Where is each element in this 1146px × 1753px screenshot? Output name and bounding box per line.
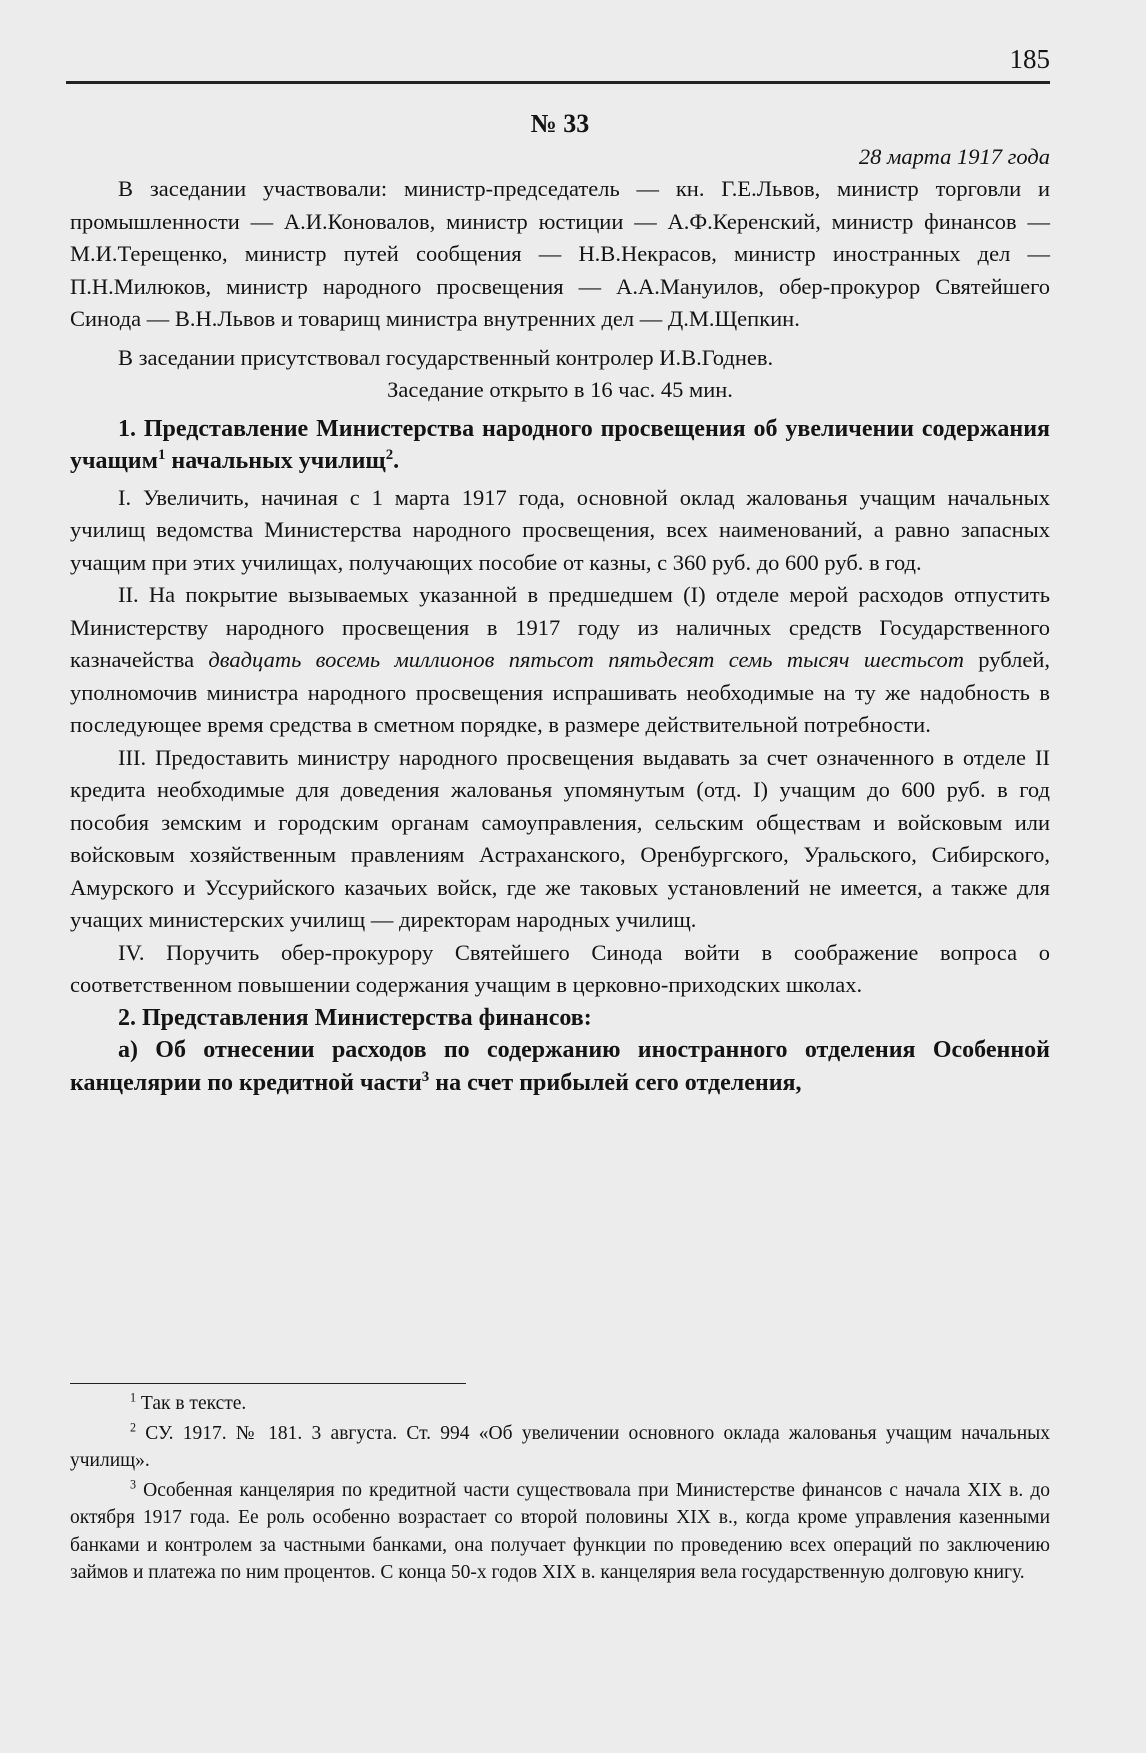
item1-section-II-text-b: рублей, уполномочив министра народного просвещения испрашивать необходимые на ту же надобность в последующее время средства в сметном порядке, в размере действительной потребности. [70, 647, 1050, 737]
controller-paragraph: В заседании присутствовал государственный контролер И.В.Годнев. [118, 344, 774, 370]
item1-heading-text-c: . [393, 448, 400, 474]
item1-section-IV: IV. Поручить обер-прокурору Святейшего Синода войти в соображение вопроса о соответственном повышении содержания учащим в церковно-приходских школах. [70, 939, 1050, 997]
item1-section-II [70, 579, 1050, 742]
item1-section-III: III. Предоставить министру народного просвещения выдавать за счет означенного в отделе II кредита необходимые для доведения жалованья упомянутым (отд. I) учащим до 600 руб. в год пособия земским и городским органам самоуправления, сельским обществам и войсковым или войсковым хозяйственным правлениям Астраханского, Оренбургского, Уральского, Сибирского, Амурского и Уссурийского казачьих войск, где же таковых установлений не имеется, а также для учащих министерских училищ — директорам народных училищ. [70, 744, 1050, 932]
footnote-ref-2: 2 [385, 447, 394, 463]
item2a-heading [70, 1034, 1050, 1099]
session-opened: Заседание открыто в 16 час. 45 мин. [387, 377, 733, 402]
footnote-2-text: СУ. 1917. № 181. 3 августа. Ст. 994 «Об увеличении основного оклада жалованья учащим начальных училищ». [70, 1422, 1050, 1471]
item2a-heading-text-b: на счет прибылей сего отделения, [429, 1069, 802, 1096]
item1-heading-text-a: 1. Представление Министерства народного просвещения об увеличении содержания учащим [70, 415, 1050, 474]
footnote-1 [70, 1390, 1050, 1418]
footnotes [70, 1390, 1050, 1589]
header-rule [66, 81, 1050, 84]
footnote-1-mark: 1 [130, 1390, 137, 1405]
attendees-paragraph: В заседании участвовали: министр-председатель — кн. Г.Е.Львов, министр торговли и промышленности — А.И.Коновалов, министр юстиции — А.Ф.Керенский, министр финансов — М.И.Терещенко, министр путей сообщения — Н.В.Некрасов, министр иностранных дел — П.Н.Милюков, министр народного просвещения — А.А.Мануилов, обер-прокурор Святейшего Синода — В.Н.Львов и товарищ министра внутренних дел — Д.М.Щепкин. [70, 176, 1050, 331]
footnote-2-mark: 2 [130, 1420, 137, 1434]
item1-section-II-sum: двадцать восемь миллионов пятьсот пятьдесят семь тысяч шестьсот [208, 647, 964, 672]
document-number: № 33 [530, 109, 590, 138]
document-date: 28 марта 1917 года [858, 143, 1050, 169]
footnote-ref-1: 1 [157, 447, 166, 463]
item1-section-I: I. Увеличить, начиная с 1 марта 1917 года, основной оклад жалованья учащим начальных училищ ведомства Министерства народного просвещения, всех наименований, а равно запасных учащим при этих училищах, получающих пособие от казны, с 360 руб. до 600 руб. в год. [70, 484, 1050, 575]
footnote-1-text: Так в тексте. [136, 1393, 247, 1414]
main-text [70, 108, 1050, 1099]
item1-heading [70, 413, 1050, 478]
footnote-ref-3: 3 [421, 1068, 430, 1085]
item2a-heading-text-a: а) Об отнесении расходов по содержанию иностранного отделения Особенной канцелярии по кредитной части [70, 1037, 1050, 1096]
footnote-2 [70, 1420, 1050, 1475]
footnote-rule [70, 1383, 466, 1384]
item1-heading-text-b: начальных училищ [165, 448, 386, 474]
footnote-3-text: Особенная канцелярия по кредитной части существовала при Министерстве финансов с начала XIX в. до октября 1917 года. Ее роль особенно возрастает со второй половины XIX в., когда кроме управления казенными банками и контролем за частными банками, она получает функции по проведению всех операций по заключению займов и платежа по ним процентов. С конца 50-х годов XIX в. канцелярия вела государственную долговую книгу. [70, 1479, 1050, 1583]
footnote-3 [70, 1477, 1050, 1587]
item2-heading: 2. Представления Министерства финансов: [118, 1004, 592, 1031]
item1-section-II-text-a: II. На покрытие вызываемых указанной в предшедшем (I) отделе мерой расходов отпустить Министерству народного просвещения в 1917 году из наличных средств Государственного казначейства [70, 582, 1050, 672]
page-number: 185 [1009, 44, 1050, 74]
footnote-3-mark: 3 [130, 1477, 137, 1491]
